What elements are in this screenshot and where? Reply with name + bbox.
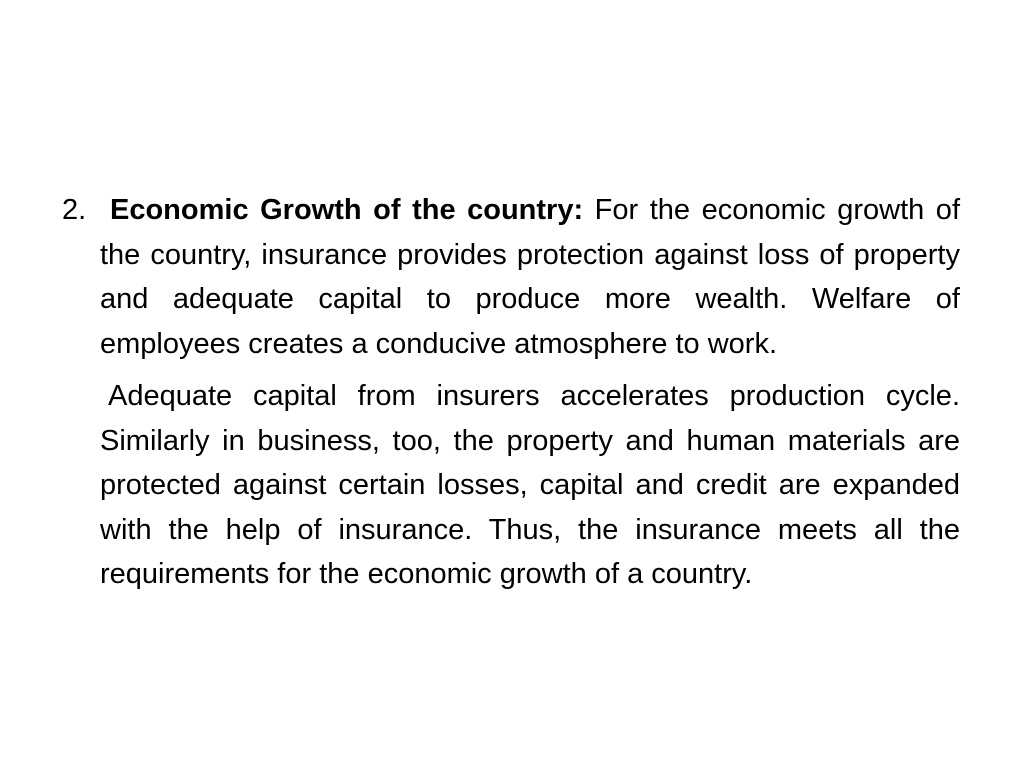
slide-body bbox=[62, 188, 960, 597]
paragraph-2-text: Adequate capital from insurers accelerates production cycle. Similarly in business, too, the property and human materials are protected against certain losses, capital and credit are expanded with the help of insurance. Thus, the insurance meets all the requirements for the economic growth of a country. bbox=[100, 380, 960, 590]
point-paragraph bbox=[62, 188, 960, 366]
point-number: 2. bbox=[62, 194, 87, 226]
paragraph-1-text: For the economic growth of the country, insurance provides protection against loss of property and adequate capital to produce more wealth. Welfare of employees creates a conducive atmosphere to work. bbox=[100, 194, 960, 360]
point-heading: Economic Growth of the country: bbox=[110, 194, 584, 226]
continuation-paragraph bbox=[62, 374, 960, 597]
